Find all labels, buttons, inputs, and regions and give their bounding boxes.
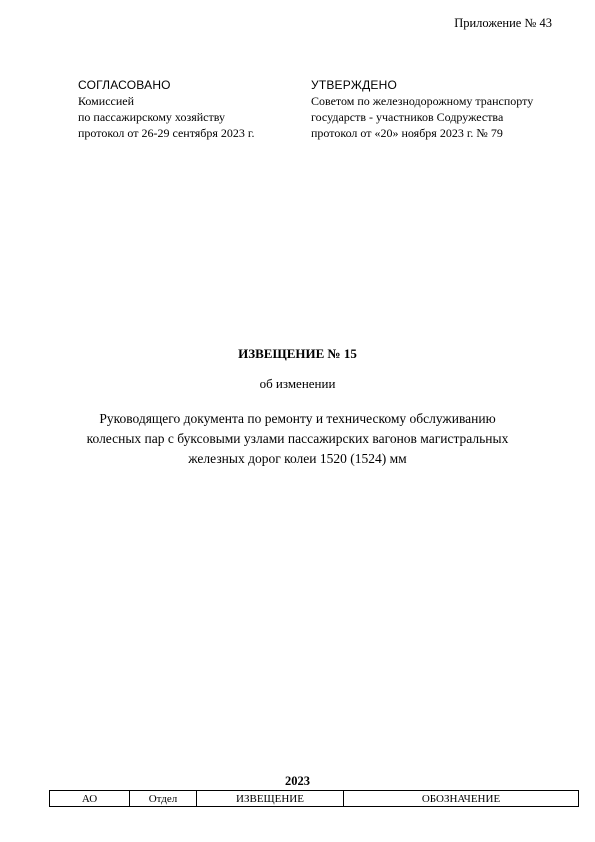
- document-title: [0, 409, 595, 469]
- document-title-line: колесных пар с буксовыми узлами пассажирских вагонов магистральных: [86, 431, 509, 446]
- document-title-line: Руководящего документа по ремонту и техническому обслуживанию: [99, 411, 496, 426]
- appendix-number: Приложение № 43: [454, 16, 552, 30]
- notice-subtitle: об изменении: [259, 376, 336, 391]
- document-title-line: железных дорог колеи 1520 (1524) мм: [188, 451, 407, 466]
- footer-table: [49, 790, 579, 807]
- approved-block: [311, 77, 533, 141]
- approved-heading: УТВЕРЖДЕНО: [311, 78, 398, 92]
- approved-line: протокол от «20» ноября 2023 г. № 79: [311, 126, 503, 140]
- agreed-line: по пассажирскому хозяйству: [78, 110, 225, 124]
- footer-cell-notice: ИЗВЕЩЕНИЕ: [197, 791, 344, 807]
- footer-cell-ao: АО: [50, 791, 130, 807]
- notice-title: ИЗВЕЩЕНИЕ № 15: [238, 346, 357, 361]
- footer-row: [50, 791, 579, 807]
- approved-line: государств - участников Содружества: [311, 110, 504, 124]
- agreed-heading: СОГЛАСОВАНО: [78, 78, 171, 92]
- agreed-block: [78, 77, 255, 141]
- approved-line: Советом по железнодорожному транспорту: [311, 94, 534, 108]
- agreed-line: протокол от 26-29 сентября 2023 г.: [78, 126, 255, 140]
- agreed-line: Комиссией: [78, 94, 135, 108]
- footer-cell-department: Отдел: [130, 791, 197, 807]
- year: 2023: [285, 774, 310, 788]
- footer-cell-designation: ОБОЗНАЧЕНИЕ: [344, 791, 579, 807]
